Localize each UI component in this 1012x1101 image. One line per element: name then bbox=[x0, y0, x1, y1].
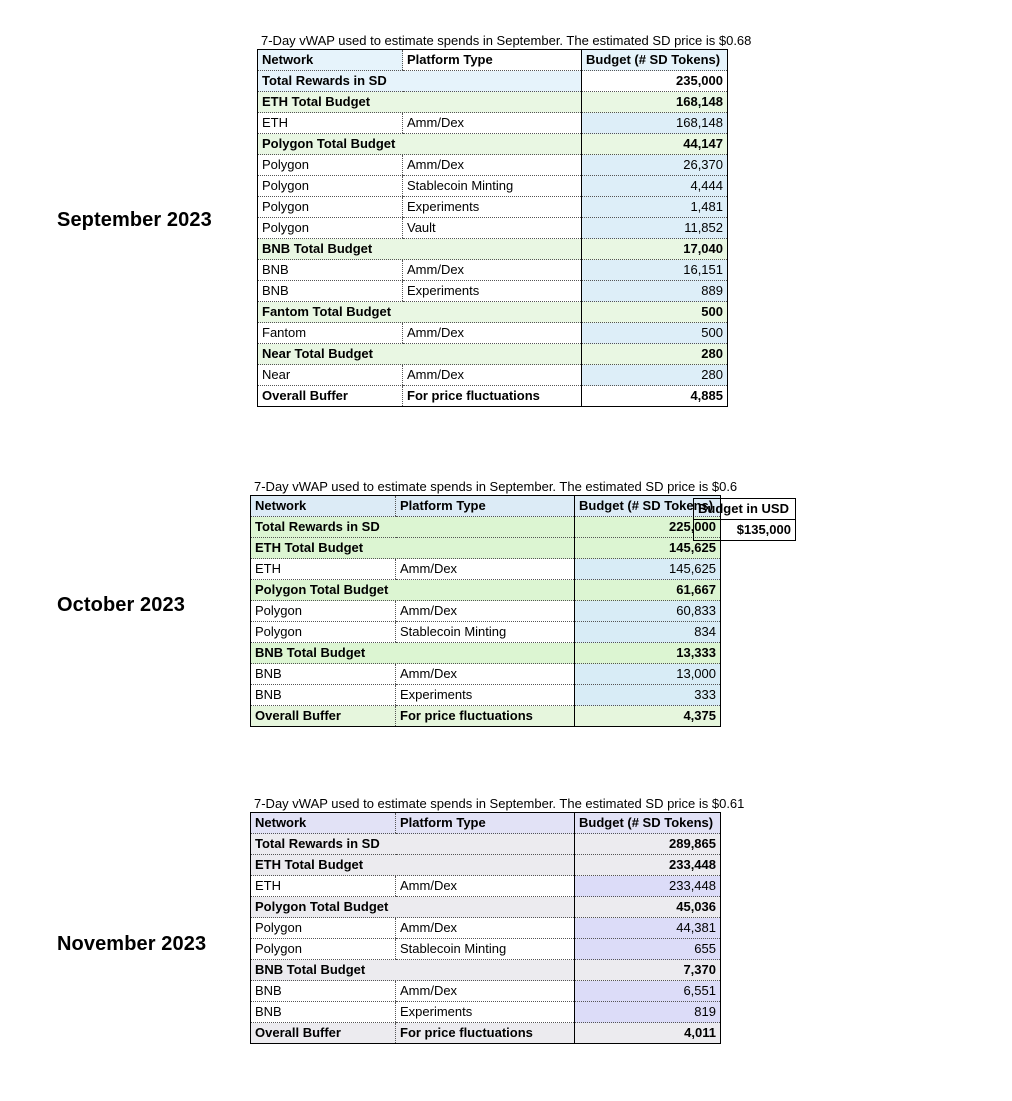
row-network-label: Polygon Total Budget bbox=[251, 580, 575, 601]
table-row-sub bbox=[251, 538, 721, 559]
table-header-row bbox=[251, 813, 721, 834]
header-budget: Budget (# SD Tokens) bbox=[582, 50, 728, 71]
row-budget-value: 655 bbox=[575, 939, 721, 960]
row-budget-value: 60,833 bbox=[575, 601, 721, 622]
table-row-detail bbox=[251, 559, 721, 580]
table-row-sub bbox=[251, 643, 721, 664]
table-row-sub bbox=[258, 92, 728, 113]
table-row-buffer bbox=[258, 386, 728, 407]
table-row-detail bbox=[258, 197, 728, 218]
row-network: BNB bbox=[251, 981, 396, 1002]
row-budget-value: 17,040 bbox=[582, 239, 728, 260]
row-platform-type: Experiments bbox=[396, 1002, 575, 1023]
row-platform-type: For price fluctuations bbox=[396, 1023, 575, 1044]
row-budget-value: 26,370 bbox=[582, 155, 728, 176]
row-network: Polygon bbox=[251, 601, 396, 622]
row-budget-value: 233,448 bbox=[575, 855, 721, 876]
row-budget-value: 6,551 bbox=[575, 981, 721, 1002]
row-network: Polygon bbox=[251, 622, 396, 643]
header-network: Network bbox=[251, 496, 396, 517]
september-budget-table bbox=[257, 49, 728, 407]
table-row-sub bbox=[258, 239, 728, 260]
table-row-detail bbox=[258, 113, 728, 134]
row-network: BNB bbox=[258, 281, 403, 302]
row-budget-value: 16,151 bbox=[582, 260, 728, 281]
row-budget-value: 168,148 bbox=[582, 113, 728, 134]
table-row-buffer bbox=[251, 706, 721, 727]
row-budget-value: 4,011 bbox=[575, 1023, 721, 1044]
row-budget-value: 145,625 bbox=[575, 538, 721, 559]
row-network-label: BNB Total Budget bbox=[251, 643, 575, 664]
table-row-detail bbox=[258, 176, 728, 197]
row-platform-type: Stablecoin Minting bbox=[396, 939, 575, 960]
row-network: BNB bbox=[251, 664, 396, 685]
row-network: ETH bbox=[251, 876, 396, 897]
table-row-detail bbox=[258, 155, 728, 176]
row-network: Overall Buffer bbox=[251, 1023, 396, 1044]
row-budget-value: 280 bbox=[582, 344, 728, 365]
table-header-row bbox=[258, 50, 728, 71]
row-network: Polygon bbox=[258, 218, 403, 239]
row-network: Polygon bbox=[258, 155, 403, 176]
row-platform-type: Experiments bbox=[396, 685, 575, 706]
row-network: BNB bbox=[251, 685, 396, 706]
table-row-sub bbox=[258, 302, 728, 323]
table-row-sub bbox=[251, 897, 721, 918]
october-usd-box bbox=[693, 498, 796, 541]
table-row-sub bbox=[258, 344, 728, 365]
november-caption: 7-Day vWAP used to estimate spends in September. The estimated SD price is $0.61 bbox=[254, 796, 745, 811]
row-network: Fantom bbox=[258, 323, 403, 344]
row-budget-value: 4,375 bbox=[575, 706, 721, 727]
table-row-detail bbox=[251, 664, 721, 685]
table-row-detail bbox=[251, 1002, 721, 1023]
row-budget-value: 7,370 bbox=[575, 960, 721, 981]
header-network: Network bbox=[258, 50, 403, 71]
row-budget-value: 145,625 bbox=[575, 559, 721, 580]
row-budget-value: 168,148 bbox=[582, 92, 728, 113]
row-network: Polygon bbox=[258, 197, 403, 218]
table-row-buffer bbox=[251, 1023, 721, 1044]
row-budget-value: 11,852 bbox=[582, 218, 728, 239]
table-row-detail bbox=[251, 601, 721, 622]
row-network: Near bbox=[258, 365, 403, 386]
row-network-label: ETH Total Budget bbox=[251, 538, 575, 559]
row-budget-value: 44,147 bbox=[582, 134, 728, 155]
month-title-november: November 2023 bbox=[57, 933, 207, 955]
header-platform-type: Platform Type bbox=[396, 496, 575, 517]
october-budget-table bbox=[250, 495, 721, 727]
row-platform-type: For price fluctuations bbox=[396, 706, 575, 727]
september-caption: 7-Day vWAP used to estimate spends in September. The estimated SD price is $0.68 bbox=[261, 33, 752, 48]
month-title-october: October 2023 bbox=[57, 594, 185, 616]
row-budget-value: 289,865 bbox=[575, 834, 721, 855]
row-platform-type: Amm/Dex bbox=[396, 601, 575, 622]
row-platform-type: Stablecoin Minting bbox=[396, 622, 575, 643]
november-budget-table bbox=[250, 812, 721, 1044]
row-budget-value: 13,333 bbox=[575, 643, 721, 664]
table-row-sub bbox=[251, 960, 721, 981]
table-row-sub bbox=[251, 855, 721, 876]
row-budget-value: 45,036 bbox=[575, 897, 721, 918]
table-row-detail bbox=[251, 918, 721, 939]
table-row-detail bbox=[251, 685, 721, 706]
table-header-row bbox=[251, 496, 721, 517]
row-budget-value: 500 bbox=[582, 302, 728, 323]
row-platform-type: Amm/Dex bbox=[403, 113, 582, 134]
row-platform-type: Amm/Dex bbox=[403, 365, 582, 386]
row-network-label: Total Rewards in SD bbox=[251, 834, 575, 855]
month-title-september: September 2023 bbox=[57, 209, 212, 231]
table-row-detail bbox=[258, 260, 728, 281]
table-row-detail bbox=[258, 365, 728, 386]
row-network: BNB bbox=[258, 260, 403, 281]
table-row-detail bbox=[258, 218, 728, 239]
table-row-detail bbox=[251, 622, 721, 643]
row-budget-value: 235,000 bbox=[582, 71, 728, 92]
table-row-sub bbox=[251, 580, 721, 601]
row-budget-value: 225,000 bbox=[575, 517, 721, 538]
header-platform-type: Platform Type bbox=[403, 50, 582, 71]
header-budget: Budget (# SD Tokens) bbox=[575, 813, 721, 834]
table-row-sub bbox=[258, 134, 728, 155]
row-platform-type: Amm/Dex bbox=[396, 559, 575, 580]
row-budget-value: 13,000 bbox=[575, 664, 721, 685]
header-network: Network bbox=[251, 813, 396, 834]
row-budget-value: 4,444 bbox=[582, 176, 728, 197]
row-platform-type: Amm/Dex bbox=[396, 876, 575, 897]
row-budget-value: 44,381 bbox=[575, 918, 721, 939]
usd-budget-label: Budget in USD bbox=[694, 499, 795, 520]
october-budget-block bbox=[250, 478, 737, 727]
row-network: ETH bbox=[251, 559, 396, 580]
row-platform-type: Amm/Dex bbox=[403, 323, 582, 344]
september-budget-block bbox=[257, 32, 751, 407]
row-budget-value: 1,481 bbox=[582, 197, 728, 218]
row-budget-value: 233,448 bbox=[575, 876, 721, 897]
october-caption: 7-Day vWAP used to estimate spends in September. The estimated SD price is $0.6 bbox=[254, 479, 738, 494]
row-platform-type: Stablecoin Minting bbox=[403, 176, 582, 197]
row-platform-type: Amm/Dex bbox=[396, 664, 575, 685]
row-network: ETH bbox=[258, 113, 403, 134]
row-network: BNB bbox=[251, 1002, 396, 1023]
table-row-detail bbox=[258, 281, 728, 302]
table-row-detail bbox=[251, 939, 721, 960]
row-budget-value: 61,667 bbox=[575, 580, 721, 601]
row-network-label: ETH Total Budget bbox=[258, 92, 582, 113]
row-network: Overall Buffer bbox=[251, 706, 396, 727]
row-network-label: Total Rewards in SD bbox=[251, 517, 575, 538]
row-platform-type: For price fluctuations bbox=[403, 386, 582, 407]
row-platform-type: Amm/Dex bbox=[396, 981, 575, 1002]
row-budget-value: 834 bbox=[575, 622, 721, 643]
row-budget-value: 500 bbox=[582, 323, 728, 344]
row-network-label: BNB Total Budget bbox=[258, 239, 582, 260]
row-platform-type: Amm/Dex bbox=[403, 155, 582, 176]
row-network-label: Fantom Total Budget bbox=[258, 302, 582, 323]
row-platform-type: Amm/Dex bbox=[403, 260, 582, 281]
usd-budget-value: $135,000 bbox=[736, 522, 791, 537]
row-platform-type: Amm/Dex bbox=[396, 918, 575, 939]
row-network: Polygon bbox=[251, 918, 396, 939]
november-budget-block bbox=[250, 795, 744, 1044]
row-budget-value: 4,885 bbox=[582, 386, 728, 407]
row-network-label: Polygon Total Budget bbox=[251, 897, 575, 918]
table-row-total bbox=[251, 517, 721, 538]
row-network-label: ETH Total Budget bbox=[251, 855, 575, 876]
header-platform-type: Platform Type bbox=[396, 813, 575, 834]
row-network-label: Near Total Budget bbox=[258, 344, 582, 365]
row-network-label: Total Rewards in SD bbox=[258, 71, 582, 92]
table-row-total bbox=[258, 71, 728, 92]
row-network: Polygon bbox=[251, 939, 396, 960]
row-network: Polygon bbox=[258, 176, 403, 197]
table-row-detail bbox=[251, 981, 721, 1002]
table-row-detail bbox=[258, 323, 728, 344]
row-network-label: Polygon Total Budget bbox=[258, 134, 582, 155]
row-network-label: BNB Total Budget bbox=[251, 960, 575, 981]
table-row-detail bbox=[251, 876, 721, 897]
row-platform-type: Experiments bbox=[403, 281, 582, 302]
row-budget-value: 819 bbox=[575, 1002, 721, 1023]
row-platform-type: Experiments bbox=[403, 197, 582, 218]
row-platform-type: Vault bbox=[403, 218, 582, 239]
row-network: Overall Buffer bbox=[258, 386, 403, 407]
table-row-total bbox=[251, 834, 721, 855]
row-budget-value: 889 bbox=[582, 281, 728, 302]
row-budget-value: 280 bbox=[582, 365, 728, 386]
header-budget: Budget (# SD Tokens) bbox=[575, 496, 721, 517]
row-budget-value: 333 bbox=[575, 685, 721, 706]
